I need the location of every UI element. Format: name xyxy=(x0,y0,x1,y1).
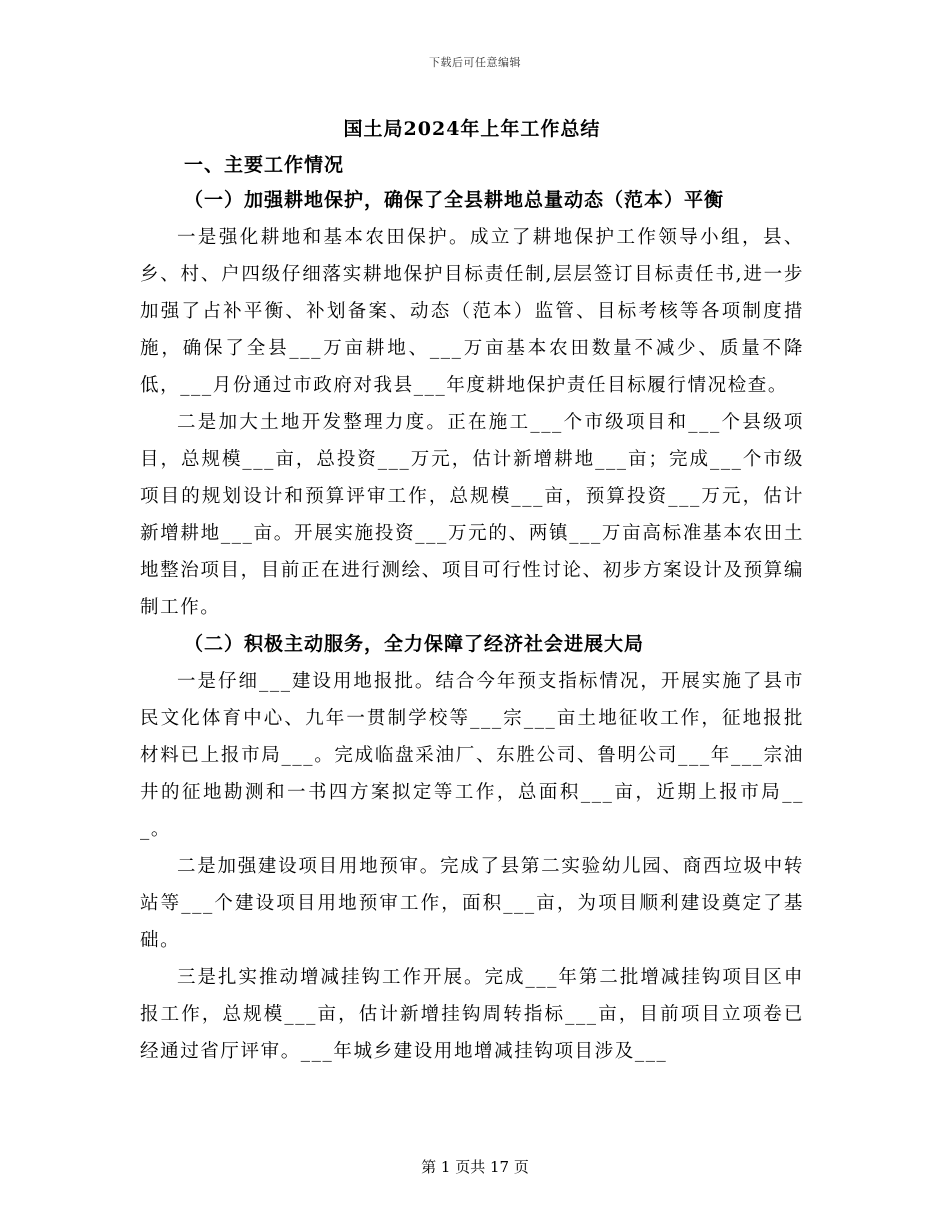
page-number: 第 1 页共 17 页 xyxy=(421,1158,529,1176)
paragraph-increase-decrease-linkage: 三是扎实推动增减挂钩工作开展。完成___年第二批增减挂钩项目区申报工作，总规模___亩，估计新增挂钩周转指标___亩，目前项目立项卷已经通过省厅评审。___年城乡建设用地增减挂钩项目涉及___ xyxy=(140,967,804,1062)
subsection-heading-active-service: （二）积极主动服务，全力保障了经济社会进展大局 xyxy=(184,633,645,655)
paragraph-land-development: 二是加大土地开发整理力度。正在施工___个市级项目和___个县级项目，总规模___亩，总投资___万元，估计新增耕地___亩；完成___个市级项目的规划设计和预算评审工作，总规模___亩，预算投资___万元，估计新增耕地___亩。开展实施投资___万元的、两镇___万亩高标准基本农田土地整治项目，目前正在进行测绘、项目可行性讨论、初步方案设计及预算编制工作。 xyxy=(140,412,804,618)
document-body xyxy=(140,110,804,1070)
paragraph-land-approval: 一是仔细___建设用地报批。结合今年预支指标情况，开展实施了县市民文化体育中心、九年一贯制学校等___宗___亩土地征收工作，征地报批材料已上报市局___。完成临盘采油厂、东胜公司、鲁明公司___年___宗油井的征地勘测和一书四方案拟定等工作，总面积___亩，近期上报市局___。 xyxy=(140,671,804,840)
section-heading-main-work: 一、主要工作情况 xyxy=(184,154,345,176)
subsection-heading-farmland-protection: （一）加强耕地保护，确保了全县耕地总量动态（范本）平衡 xyxy=(184,189,725,211)
header-note: 下载后可任意编辑 xyxy=(429,56,521,69)
paragraph-land-pre-review: 二是加强建设项目用地预审。完成了县第二实验幼儿园、商西垃圾中转站等___个建设项目用地预审工作，面积___亩，为项目顺利建设奠定了基础。 xyxy=(140,856,804,951)
paragraph-farmland-protection: 一是强化耕地和基本农田保护。成立了耕地保护工作领导小组，县、乡、村、户四级仔细落实耕地保护目标责任制,层层签订目标责任书,进一步加强了占补平衡、补划备案、动态（范本）监管、目标考核等各项制度措施，确保了全县___万亩耕地、___万亩基本农田数量不减少、质量不降低，___月份通过市政府对我县___年度耕地保护责任目标履行情况检查。 xyxy=(140,227,804,396)
document-title: 国土局2024年上年工作总结 xyxy=(343,118,601,140)
